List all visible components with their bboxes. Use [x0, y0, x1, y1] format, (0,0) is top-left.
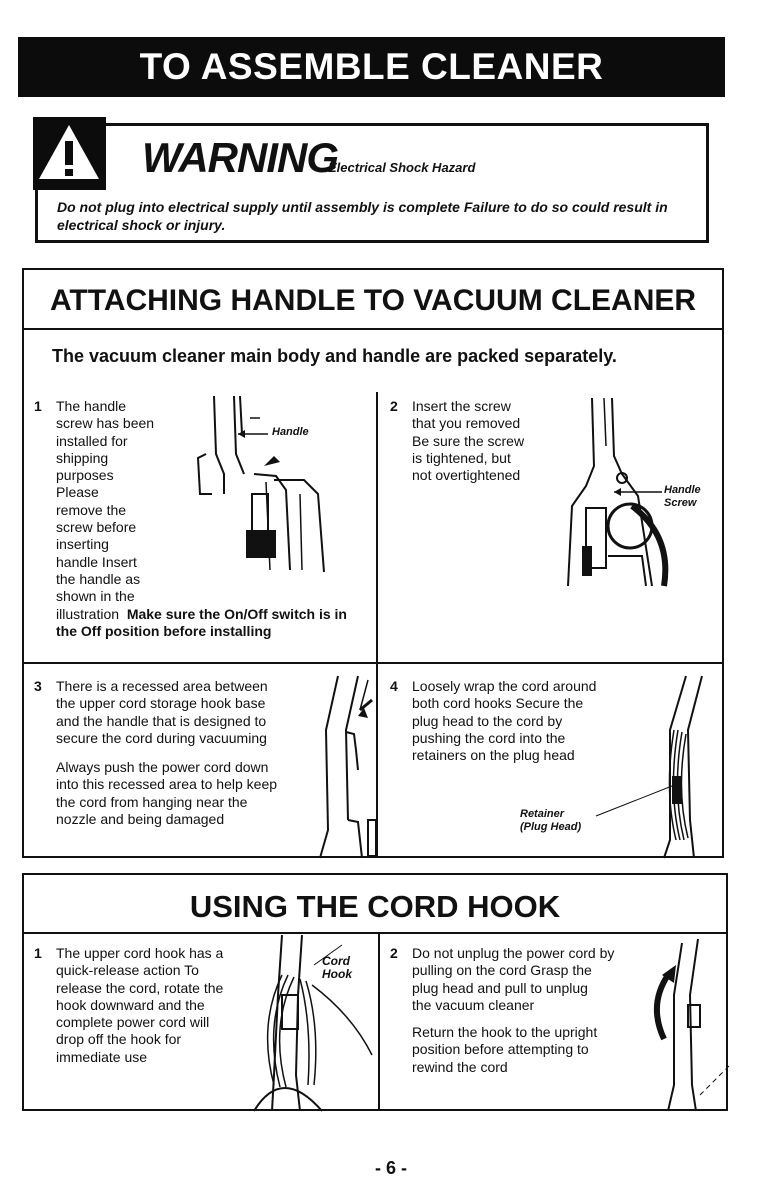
step-line: that you removed — [412, 415, 521, 432]
cord-recess-illustration — [298, 670, 378, 860]
step-line: and the handle that is designed to — [56, 712, 267, 729]
callout-line: Retainer — [520, 808, 565, 820]
step-warning-text: Make sure the On/Off switch is in the Off position before installing — [56, 605, 347, 639]
step-line: hook downward and the — [56, 996, 205, 1013]
step-line: plug head and pull to unplug — [412, 979, 588, 996]
step-line: retainers on the plug head — [412, 747, 575, 764]
step-line: The upper cord hook has a — [56, 945, 224, 961]
step-number: 1 — [34, 945, 42, 961]
divider — [24, 328, 722, 330]
section-lead: The vacuum cleaner main body and handle are packed separately. — [52, 346, 617, 366]
step-line: the handle as — [56, 570, 141, 587]
step-line: rewind the cord — [412, 1058, 508, 1075]
step-line: pushing the cord into the — [412, 729, 566, 746]
step-4 — [390, 678, 652, 764]
attaching-handle-section — [22, 268, 724, 858]
step-line: plug head to the cord by — [412, 712, 563, 729]
callout-line: (Plug Head) — [520, 821, 582, 833]
step-line: shown in the — [56, 588, 135, 605]
step-number: 3 — [34, 678, 42, 694]
step-line: complete power cord will — [56, 1014, 210, 1031]
warning-subtitle: Electrical Shock Hazard — [328, 160, 476, 175]
callout-line: Cord — [322, 954, 350, 968]
warning-triangle-icon — [33, 117, 106, 190]
step-line: the cord from hanging near the — [56, 793, 248, 810]
step-line: Do not unplug the power cord by — [412, 945, 615, 961]
cord-step-1 — [34, 945, 276, 1066]
step-line: both cord hooks Secure the — [412, 695, 584, 712]
step-line: Loosely wrap the cord around — [412, 678, 597, 694]
step-number: 2 — [390, 945, 398, 961]
step-line: handle Insert — [56, 553, 137, 570]
step-line: remove the — [56, 501, 127, 518]
step-line: Be sure the screw — [412, 432, 525, 449]
warning-body: Do not plug into electrical supply until assembly is complete Failure to do so could result in electrical shock or injury. — [57, 199, 668, 233]
row-divider — [24, 662, 722, 664]
step-line: installed for — [56, 432, 128, 449]
hook-rotate-illustration — [634, 935, 730, 1111]
handle-insert-illustration — [194, 394, 334, 584]
step-line: Insert the screw — [412, 398, 511, 414]
step-line: Please — [56, 484, 99, 501]
step-line: screw has been — [56, 415, 155, 432]
step-line: immediate use — [56, 1048, 148, 1065]
step-line: pulling on the cord Grasp the — [412, 962, 592, 979]
retainer-callout — [520, 808, 581, 834]
callout-arrow-icon — [614, 488, 664, 498]
step-number: 4 — [390, 678, 398, 694]
handle-callout: Handle — [272, 426, 309, 438]
page-title: TO ASSEMBLE CLEANER — [139, 46, 604, 87]
title-banner — [18, 37, 725, 97]
step-line: Return the hook to the upright — [412, 1024, 598, 1041]
step-line: into this recessed area to help keep — [56, 776, 278, 793]
step-line: Always push the power cord down — [56, 759, 269, 776]
callout-line: Hook — [322, 967, 352, 981]
step-line: quick-release action To — [56, 962, 199, 979]
retainer-pointer-line — [594, 782, 674, 822]
step-2 — [390, 398, 562, 484]
step-line: the vacuum cleaner — [412, 996, 535, 1013]
callout-arrow-icon — [238, 430, 270, 440]
step-line: purposes — [56, 467, 114, 484]
callout-line: Screw — [664, 497, 697, 509]
step-line: not overtightened — [412, 467, 521, 484]
cord-hook-section — [22, 873, 728, 1111]
divider — [24, 932, 726, 934]
step-line: drop off the hook for — [56, 1031, 182, 1048]
step-line: illustration — [56, 605, 120, 622]
cord-step-2 — [390, 945, 652, 1076]
callout-line: Handle — [664, 484, 701, 496]
step-line: release the cord, rotate the — [56, 979, 224, 996]
step-line: nozzle and being damaged — [56, 811, 225, 828]
handle-screw-callout — [664, 484, 701, 510]
step-line: shipping — [56, 449, 109, 466]
step-line: screw before — [56, 519, 137, 536]
cord-hook-illustration — [252, 935, 382, 1111]
step-line: position before attempting to — [412, 1041, 589, 1058]
step-line: There is a recessed area between — [56, 678, 268, 694]
cord-wrap-illustration — [618, 670, 718, 860]
step-line: inserting — [56, 536, 109, 553]
step-number: 2 — [390, 398, 398, 414]
section-title: ATTACHING HANDLE TO VACUUM CLEANER — [49, 284, 697, 317]
step-line: is tightened, but — [412, 449, 511, 466]
cord-hook-callout — [322, 955, 352, 981]
warning-title: WARNING — [142, 134, 338, 181]
step-line: secure the cord during vacuuming — [56, 729, 267, 746]
step-line: the upper cord storage hook base — [56, 695, 266, 712]
page-number: - 6 - — [374, 1158, 407, 1178]
step-number: 1 — [34, 398, 42, 414]
section-title: USING THE CORD HOOK — [189, 889, 561, 924]
step-line: The handle — [56, 398, 127, 414]
